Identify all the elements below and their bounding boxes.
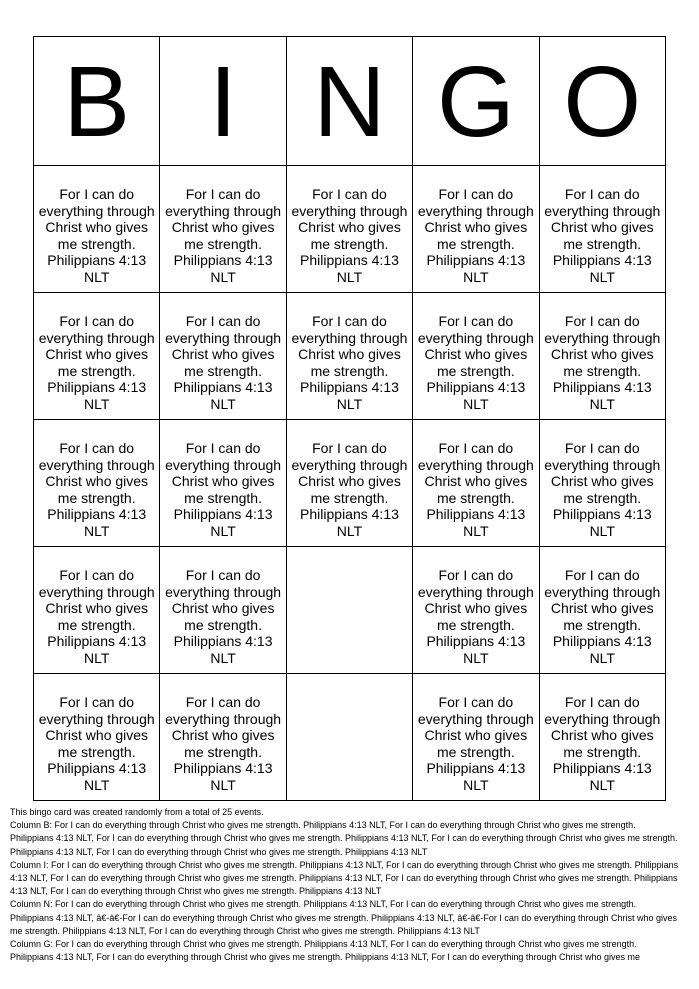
bingo-cell-blank [286, 547, 412, 674]
bingo-cell [539, 420, 665, 547]
bingo-cell [539, 293, 665, 420]
bingo-cell [413, 166, 539, 293]
cell-text: For I can do everything through Christ who gives me strength. Philippians 4:13 NLT [544, 567, 661, 666]
bingo-cell [413, 547, 539, 674]
cell-text: For I can do everything through Christ who gives me strength. Philippians 4:13 NLT [417, 313, 534, 412]
bingo-cell [413, 293, 539, 420]
bingo-cell [160, 420, 286, 547]
footer-column-n: Column N: For I can do everything through Christ who gives me strength. Philippians 4:13 NLT, For I can do everything through Christ who gives me strength. Philippians 4:13 NLT, â€-â€-For I can do everything through Christ who gives me strength. Philippians 4:13 NLT, â€-â€-For I can do everything through Christ who gives me strength. Philippians 4:13 NLT, For I can do everything through Christ who gives me strength. Philippians 4:13 NLT [10, 899, 678, 936]
footer-intro: This bingo card was created randomly from a total of 25 events. [10, 807, 264, 817]
bingo-cell [539, 547, 665, 674]
cell-text: For I can do everything through Christ who gives me strength. Philippians 4:13 NLT [38, 694, 155, 793]
cell-text: For I can do everything through Christ who gives me strength. Philippians 4:13 NLT [38, 440, 155, 539]
cell-text: For I can do everything through Christ who gives me strength. Philippians 4:13 NLT [38, 313, 155, 412]
bingo-cell [34, 547, 160, 674]
letter-n: N [286, 37, 412, 166]
bingo-cell [34, 166, 160, 293]
bingo-cell [34, 420, 160, 547]
bingo-row-4 [34, 547, 666, 674]
cell-text: For I can do everything through Christ who gives me strength. Philippians 4:13 NLT [291, 440, 408, 539]
bingo-cell-blank [286, 674, 412, 801]
letter-o: O [539, 37, 665, 166]
cell-text: For I can do everything through Christ who gives me strength. Philippians 4:13 NLT [544, 694, 661, 793]
bingo-cell [413, 674, 539, 801]
bingo-cell [413, 420, 539, 547]
cell-text [287, 674, 412, 694]
cell-text: For I can do everything through Christ who gives me strength. Philippians 4:13 NLT [544, 440, 661, 539]
cell-text: For I can do everything through Christ who gives me strength. Philippians 4:13 NLT [38, 186, 155, 285]
cell-text: For I can do everything through Christ who gives me strength. Philippians 4:13 NLT [165, 694, 282, 793]
cell-text: For I can do everything through Christ who gives me strength. Philippians 4:13 NLT [417, 440, 534, 539]
bingo-card [33, 36, 666, 801]
cell-text: For I can do everything through Christ who gives me strength. Philippians 4:13 NLT [544, 186, 661, 285]
bingo-cell [539, 674, 665, 801]
cell-text: For I can do everything through Christ who gives me strength. Philippians 4:13 NLT [165, 567, 282, 666]
letter-b: B [34, 37, 160, 166]
letter-g: G [413, 37, 539, 166]
cell-text: For I can do everything through Christ who gives me strength. Philippians 4:13 NLT [165, 313, 282, 412]
bingo-cell [160, 674, 286, 801]
cell-text: For I can do everything through Christ who gives me strength. Philippians 4:13 NLT [291, 186, 408, 285]
bingo-cell [286, 293, 412, 420]
bingo-cell [160, 166, 286, 293]
letter-i: I [160, 37, 286, 166]
cell-text: For I can do everything through Christ who gives me strength. Philippians 4:13 NLT [38, 567, 155, 666]
bingo-cell [539, 166, 665, 293]
cell-text [287, 547, 412, 567]
cell-text: For I can do everything through Christ who gives me strength. Philippians 4:13 NLT [165, 440, 282, 539]
bingo-cell [286, 420, 412, 547]
footer-column-i: Column I: For I can do everything through Christ who gives me strength. Philippians 4:13 NLT, For I can do everything through Christ who gives me strength. Philippians 4:13 NLT, For I can do everything through Christ who gives me strength. Philippians 4:13 NLT, For I can do everything through Christ who gives me strength. Philippians 4:13 NLT, For I can do everything through Christ who gives me strength. Philippians 4:13 NLT [10, 859, 679, 897]
cell-text: For I can do everything through Christ who gives me strength. Philippians 4:13 NLT [291, 313, 408, 412]
bingo-cell [160, 547, 286, 674]
cell-text: For I can do everything through Christ who gives me strength. Philippians 4:13 NLT [544, 313, 661, 412]
bingo-row-3 [34, 420, 666, 547]
cell-text: For I can do everything through Christ who gives me strength. Philippians 4:13 NLT [417, 567, 534, 666]
cell-text: For I can do everything through Christ who gives me strength. Philippians 4:13 NLT [165, 186, 282, 285]
cell-text: For I can do everything through Christ who gives me strength. Philippians 4:13 NLT [417, 186, 534, 285]
bingo-cell [286, 166, 412, 293]
bingo-cell [160, 293, 286, 420]
footer-column-b: Column B: For I can do everything through Christ who gives me strength. Philippians 4:13 NLT, For I can do everything through Christ who gives me strength. Philippians 4:13 NLT, For I can do everything through Christ who gives me strength. Philippians 4:13 NLT, For I can do everything through Christ who gives me strength. Philippians 4:13 NLT, For I can do everything through Christ who gives me strength. Philippians 4:13 NLT [10, 820, 678, 857]
card-footer [10, 806, 680, 964]
bingo-row-2 [34, 293, 666, 420]
footer-column-g: Column G: For I can do everything through Christ who gives me strength. Philippians 4:13 NLT, For I can do everything through Christ who gives me strength. Philippians 4:13 NLT, For I can do everything through Christ who gives me strength. Philippians 4:13 NLT, For I can do everything through Christ who gives me [10, 939, 640, 963]
bingo-cell [34, 293, 160, 420]
bingo-row-1 [34, 166, 666, 293]
cell-text: For I can do everything through Christ who gives me strength. Philippians 4:13 NLT [417, 694, 534, 793]
bingo-cell [34, 674, 160, 801]
bingo-header-row [34, 37, 666, 166]
bingo-row-5 [34, 674, 666, 801]
